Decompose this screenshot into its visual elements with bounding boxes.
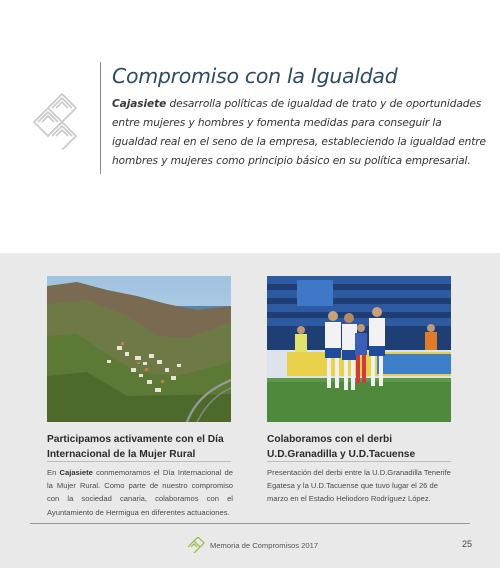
intro-paragraph — [112, 95, 488, 171]
card-title-derbi: Colaboramos con el derbi U.D.Granadilla y U.D.Tacuense — [267, 434, 416, 460]
card-body-text: conmemoramos el Día Internacional de la Mujer Rural. Como parte de nuestro compromiso con la sociedad canaria, colaboramos con el Ayuntamiento de Hermigua en diferentes actuaciones. — [47, 468, 233, 517]
card-divider — [47, 461, 231, 462]
footer-divider — [30, 523, 470, 524]
intro-brand: Cajasiete — [112, 98, 167, 110]
card-body-mujer-rural — [47, 466, 233, 519]
cajasiete-mark-icon — [28, 92, 86, 150]
page-title: Compromiso con la Igualdad — [112, 64, 398, 88]
card-title-mujer-rural: Participamos activamente con el Día Internacional de la Mujer Rural — [47, 434, 224, 460]
valley-village-photo — [47, 276, 231, 422]
cajasiete-leaf-icon — [186, 537, 206, 553]
footer-text: Memoria de Compromisos 2017 — [210, 541, 319, 550]
women-football-photo — [267, 276, 451, 422]
page-number: 25 — [461, 539, 472, 549]
card-body-prefix: En — [47, 468, 60, 477]
card-body-derbi: Presentación del derbi entre la U.D.Granadilla Tenerife Egatesa y la U.D.Tacuense que tuvo lugar el 26 de marzo en el Estadio Heliodoro Rodríguez López. — [267, 468, 451, 504]
card-body-brand: Cajasiete — [59, 468, 93, 477]
card-divider — [267, 461, 451, 462]
intro-divider — [100, 62, 101, 174]
intro-text: desarrolla políticas de igualdad de trato y de oportunidades entre mujeres y hombres y fomenta medidas para conseguir la igualdad real en el seno de la empresa, estableciendo la igualdad entre hombres y mujeres como principio básico en su política empresarial. — [112, 98, 486, 167]
